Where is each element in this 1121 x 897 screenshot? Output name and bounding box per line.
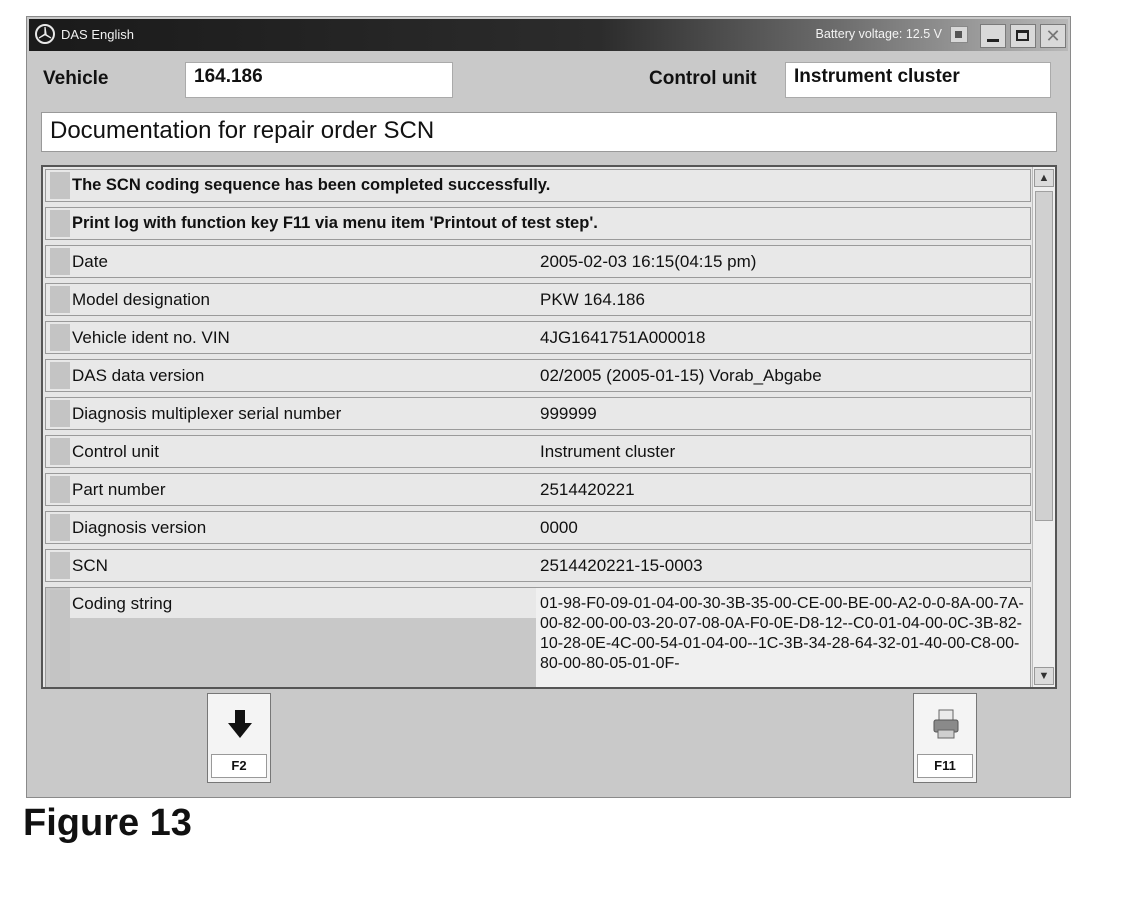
scroll-up-button[interactable]: ▲ (1034, 169, 1054, 187)
row-key: Model designation (72, 290, 210, 309)
vehicle-field[interactable]: 164.186 (185, 62, 453, 98)
arrow-down-icon (226, 708, 254, 742)
table-row (45, 473, 1031, 506)
table-row (45, 435, 1031, 468)
documentation-log (41, 165, 1057, 689)
figure-caption: Figure 13 (23, 802, 192, 844)
control-unit-label: Control unit (649, 68, 757, 89)
scroll-thumb[interactable] (1035, 191, 1053, 521)
app-title: DAS English (61, 27, 134, 42)
plug-icon[interactable] (950, 26, 968, 43)
vertical-scrollbar[interactable] (1032, 167, 1055, 687)
row-value: Instrument cluster (540, 442, 676, 461)
message-text: The SCN coding sequence has been completed successfully. (72, 176, 551, 194)
minimize-button[interactable] (980, 24, 1006, 48)
row-value: 2514420221-15-0003 (540, 556, 703, 575)
close-icon: ✕ (1045, 26, 1061, 46)
maximize-button[interactable] (1010, 24, 1036, 48)
row-value: 2005-02-03 16:15(04:15 pm) (540, 252, 757, 271)
table-row (45, 321, 1031, 354)
row-value: 4JG1641751A000018 (540, 328, 706, 347)
f2-label: F2 (211, 754, 267, 778)
row-key: Part number (72, 480, 166, 499)
table-row (45, 359, 1031, 392)
row-key: Diagnosis version (72, 518, 207, 537)
table-row (45, 245, 1031, 278)
row-key: Diagnosis multiplexer serial number (72, 404, 342, 423)
page-title: Documentation for repair order SCN (41, 112, 1057, 152)
log-message (45, 169, 1031, 202)
table-row (45, 549, 1031, 582)
title-bar (29, 19, 1068, 51)
row-key: Control unit (72, 442, 159, 461)
row-value: 0000 (540, 518, 578, 537)
row-value: 2514420221 (540, 480, 635, 499)
f11-button[interactable] (913, 693, 977, 783)
f2-button[interactable] (207, 693, 271, 783)
coding-string-value: 01-98-F0-09-01-04-00-30-3B-35-00-CE-00-BE-00-A2-0-0-8A-00-7A-00-82-00-00-03-20-07-08-0A-F0-0E-D8-12--C0-01-04-00-0C-3B-82-10-28-0E-4C-00-54-01-04-00--1C-3B-34-28-64-32-01-40-00-C8-00-80-00-80-05-01-0F- (536, 588, 1030, 689)
log-rows (45, 169, 1031, 689)
log-message (45, 207, 1031, 240)
row-key: Vehicle ident no. VIN (72, 328, 230, 347)
row-key: SCN (72, 556, 108, 575)
row-key: Date (72, 252, 108, 271)
close-button[interactable] (1040, 24, 1066, 48)
row-value: 999999 (540, 404, 597, 423)
table-row (45, 283, 1031, 316)
table-row (45, 397, 1031, 430)
row-key: DAS data version (72, 366, 205, 385)
message-text: Print log with function key F11 via menu item 'Printout of test step'. (72, 214, 598, 232)
das-window (26, 16, 1071, 798)
row-value: PKW 164.186 (540, 290, 645, 309)
battery-voltage: Battery voltage: 12.5 V (815, 27, 942, 41)
vehicle-label: Vehicle (43, 68, 109, 89)
mercedes-star-icon (35, 24, 55, 44)
coding-string-row (45, 587, 1031, 689)
scroll-down-button[interactable]: ▼ (1034, 667, 1054, 685)
row-key: Coding string (70, 588, 536, 618)
control-unit-field[interactable]: Instrument cluster (785, 62, 1051, 98)
table-row (45, 511, 1031, 544)
printer-icon (932, 708, 960, 742)
f11-label: F11 (917, 754, 973, 778)
row-value: 02/2005 (2005-01-15) Vorab_Abgabe (540, 366, 822, 385)
